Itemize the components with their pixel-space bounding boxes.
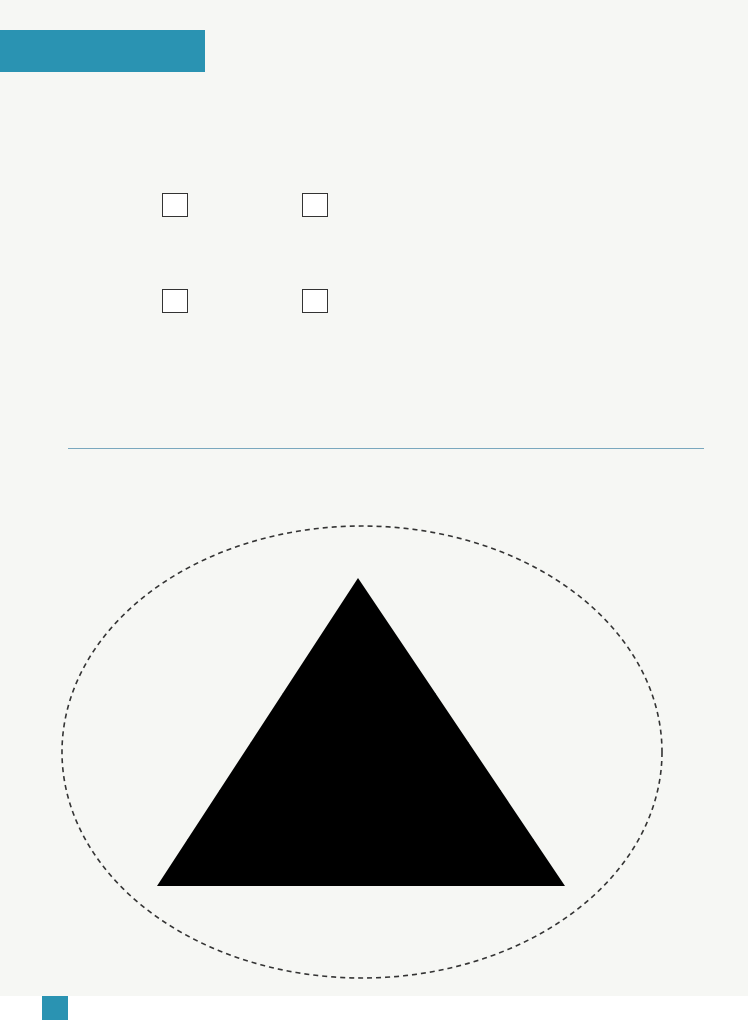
pyramid-layer-base — [150, 839, 570, 887]
pyramid-layer-3 — [150, 742, 570, 791]
pyramid — [150, 570, 570, 887]
footer-bar — [0, 996, 748, 1024]
pyramid-layer-top — [150, 570, 570, 694]
pyramid-layer-4 — [150, 790, 570, 840]
page-number — [42, 996, 68, 1020]
pyramid-layer-2 — [150, 693, 570, 743]
